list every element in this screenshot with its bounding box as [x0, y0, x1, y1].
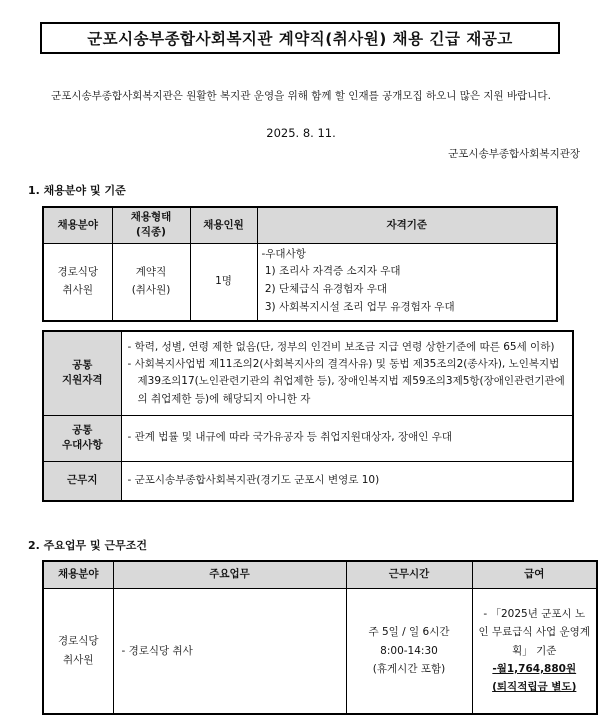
workplace-label: 근무지 — [43, 461, 121, 501]
header-type: 채용형태 (직종) — [112, 207, 190, 243]
preference-label: 공통 우대사항 — [43, 415, 121, 461]
list-item: - 사회복지사업법 제11조의2(사회복지사의 결격사유) 및 동법 제35조의2(종사자), 노인복지법 제39조의17(노인관련기관의 취업제한 등), 장애인복지법 제59조의3제5항(장애인관련기관에의 취업제한 등)에 해당되지 아니한 자 — [127, 357, 565, 405]
qualification-line: -우대사항 — [261, 247, 306, 260]
cell-pay — [472, 588, 597, 714]
announcement-date: 2025. 8. 11. — [266, 126, 336, 140]
eligibility-cell — [121, 331, 573, 415]
eligibility-label: 공통 지원자격 — [43, 331, 121, 415]
cell-type: 계약직 (취사원) — [112, 243, 190, 321]
header-duty: 주요업무 — [113, 561, 346, 588]
page-title: 군포시송부종합사회복지관 계약직(취사원) 채용 긴급 재공고 — [40, 22, 560, 54]
preference-cell: - 관계 법률 및 내규에 따라 국가유공자 등 취업지원대상자, 장애인 우대 — [121, 415, 573, 461]
intro-text: 군포시송부종합사회복지관은 원활한 복지관 운영을 위해 함께 할 인재를 공개모집 하오니 많은 지원 바랍니다. — [51, 90, 551, 102]
cell-field: 경로식당 취사원 — [43, 243, 112, 321]
cell-qualification — [257, 243, 557, 321]
table-row — [43, 588, 597, 714]
cell-field: 경로식당 취사원 — [43, 588, 113, 714]
section-1-title: 1. 채용분야 및 기준 — [28, 184, 126, 197]
workplace-cell: - 군포시송부종합사회복지관(경기도 군포시 변영로 10) — [121, 461, 573, 501]
header-count: 채용인원 — [190, 207, 257, 243]
cell-count: 1명 — [190, 243, 257, 321]
header-field: 채용분야 — [43, 207, 112, 243]
cell-duty: - 경로식당 취사 — [113, 588, 346, 714]
pay-note: (퇴직적립금 별도) — [492, 681, 577, 694]
table-row — [43, 331, 573, 415]
table-row — [43, 415, 573, 461]
cell-hours: 주 5일 / 일 6시간 8:00-14:30 (휴게시간 포함) — [346, 588, 472, 714]
table-header-row — [43, 207, 557, 243]
qualification-line: 1) 조리사 자격증 소지자 우대 — [261, 265, 401, 278]
qualification-line: 2) 단체급식 유경험자 우대 — [261, 283, 388, 296]
header-field: 채용분야 — [43, 561, 113, 588]
list-item: - 학력, 성별, 연령 제한 없음(단, 정부의 인건비 보조금 지급 연령 상한기준에 따른 65세 이하) — [127, 340, 555, 353]
recruitment-table — [42, 206, 558, 322]
pay-basis: - 「2025년 군포시 노인 무료급식 사업 운영계획」 기준 — [478, 607, 590, 657]
common-requirements-table — [42, 330, 574, 502]
pay-amount: -월1,764,880원 — [492, 662, 577, 675]
header-hours: 근무시간 — [346, 561, 472, 588]
table-row — [43, 461, 573, 501]
table-header-row — [43, 561, 597, 588]
header-qualification: 자격기준 — [257, 207, 557, 243]
section-2-title: 2. 주요업무 및 근무조건 — [28, 539, 147, 552]
header-pay: 급여 — [472, 561, 597, 588]
table-row — [43, 243, 557, 321]
qualification-line: 3) 사회복지시설 조리 업무 유경험자 우대 — [261, 301, 455, 314]
signature: 군포시송부종합사회복지관장 — [448, 148, 580, 160]
duty-conditions-table — [42, 560, 598, 715]
